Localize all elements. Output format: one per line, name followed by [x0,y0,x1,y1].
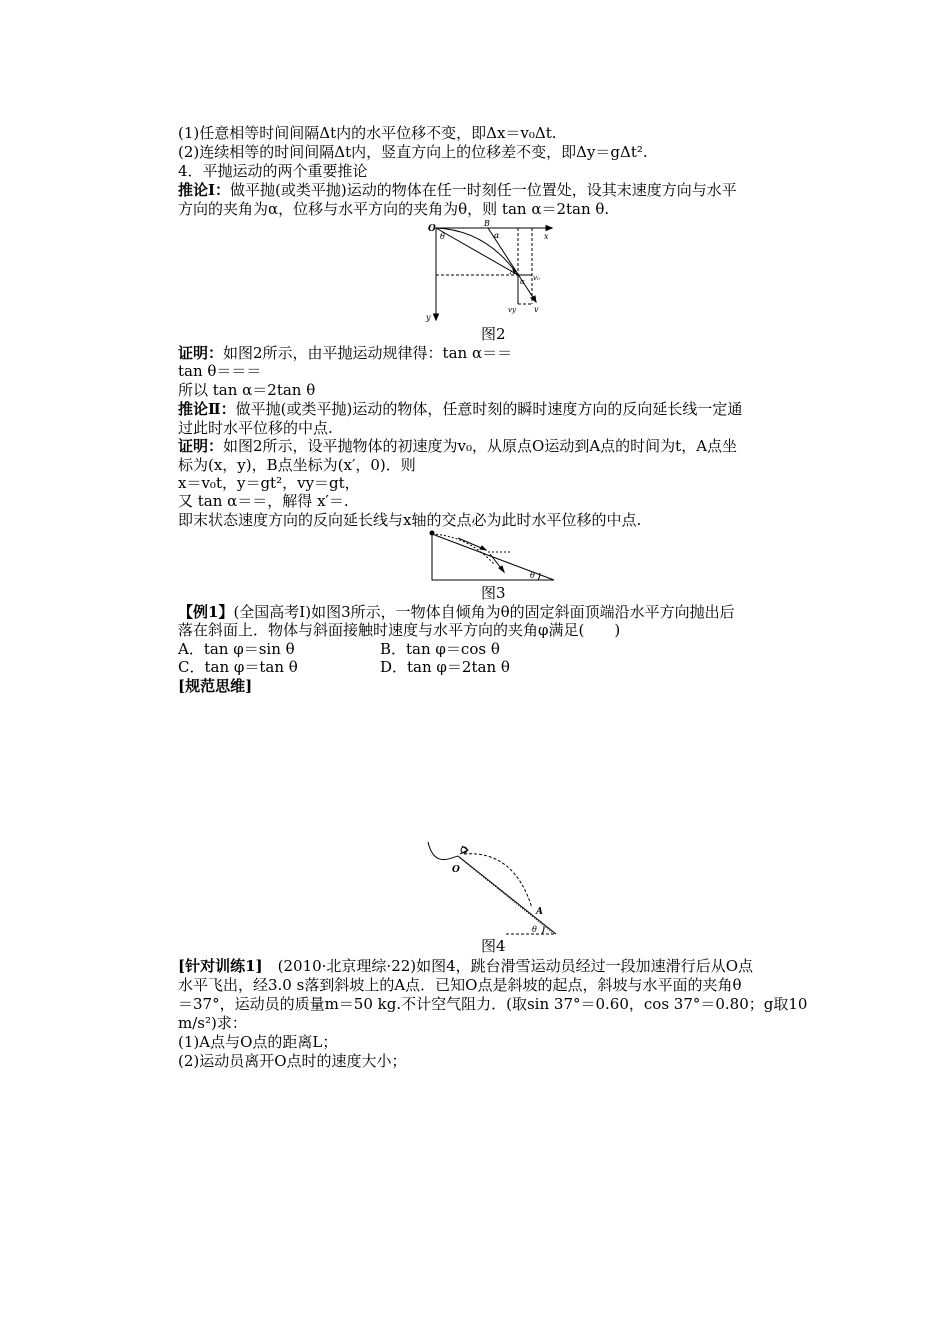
question-1: (1)A点与O点的距离L； [178,1033,338,1051]
fig2-label-vy: vy [508,306,516,314]
proof-1-line-1 [178,344,512,362]
corollary-2-label: 推论Ⅱ： [178,400,236,418]
proof-2-line-3: x＝v₀t，y＝gt²，vy＝gt， [178,474,360,492]
proof-1-line-3: 所以 tan α＝2tan θ [178,381,316,399]
training-1-line-4: m/s²)求： [178,1014,247,1032]
training-1-line-3: ＝37°，运动员的质量m＝50 kg.不计空气阻力．(取sin 37°＝0.60，cos 37°＝0.80；g取10 [178,995,808,1013]
corollary-2-text-1: 做平抛(或类平抛)运动的物体，任意时刻的瞬时速度方向的反向延长线一定通 [235,400,743,418]
fig2-label-A: A [510,266,517,276]
corollary-1-text-1: 做平抛(或类平抛)运动的物体在任一时刻任一位置处，设其末速度方向与水平 [230,181,737,199]
standard-thinking-heading: [规范思维] [178,677,253,695]
fig2-label-v0: v₀ [533,274,540,282]
fig4-label-theta: θ [532,925,537,934]
corollary-2-line-1 [178,400,742,418]
fig2-label-x: x [544,232,549,241]
fig2-label-B: B [484,219,490,228]
proof-2-line-4: 又 tan α＝＝，解得 x′＝. [178,492,349,510]
figure-2-caption: 图2 [481,325,506,343]
intro-line-2: (2)连续相等的时间间隔Δt内，竖直方向上的位移差不变，即Δy＝gΔt². [178,143,648,161]
corollary-1-label: 推论Ⅰ： [178,181,231,199]
fig3-label-theta: θ [530,571,535,580]
example-1-line-2: 落在斜面上．物体与斜面接触时速度与水平方向的夹角φ满足( ) [178,621,621,639]
proof-2-line-1 [178,437,737,455]
training-1-label: [针对训练1] [178,957,263,975]
training-1-text-1: (2010·北京理综·22)如图4，跳台滑雪运动员经过一段加速滑行后从O点 [262,957,753,975]
fig2-label-O: O [428,224,436,234]
proof-2-label: 证明： [178,437,224,455]
fig2-label-alpha-2: α [520,278,525,286]
proof-2-text-1: 如图2所示，设平抛物体的初速度为v₀，从原点O运动到A点的时间为t，A点坐 [223,437,738,455]
proof-1-label: 证明： [178,344,224,362]
fig2-label-v: v [534,305,539,314]
example-1-source: (全国高考Ⅰ) [233,603,312,621]
example-1-line-1 [178,603,735,621]
proof-1-line-2: tan θ＝＝＝ [178,362,262,380]
corollary-2-line-2: 过此时水平位移的中点. [178,419,333,437]
training-1-line-2: 水平飞出，经3.0 s落到斜坡上的A点．已知O点是斜坡的起点，斜坡与水平面的夹角θ [178,976,742,994]
proof-1-text-1: 如图2所示，由平抛运动规律得：tan α＝＝ [223,344,513,362]
figure-4-caption: 图4 [481,937,506,955]
corollary-1-line-2: 方向的夹角为α，位移与水平方向的夹角为θ，则 tan α＝2tan θ. [178,200,610,218]
intro-line-1: (1)任意相等时间间隔Δt内的水平位移不变，即Δx＝v₀Δt. [178,124,557,142]
section-4-heading: 4．平抛运动的两个重要推论 [178,162,368,180]
fig2-label-theta: θ [440,232,445,241]
question-2: (2)运动员离开O点时的速度大小； [178,1052,407,1070]
proof-2-line-2: 标为(x，y)，B点坐标为(x′，0)．则 [178,456,416,474]
figure-3-caption: 图3 [481,584,506,602]
option-D: D．tan φ＝2tan θ [380,658,510,676]
fig4-label-A: A [536,907,543,917]
training-1-line-1 [178,957,753,975]
proof-2-line-5: 即末状态速度方向的反向延长线与x轴的交点必为此时水平位移的中点. [178,511,642,529]
fig2-label-alpha: α [494,231,500,240]
figure-4 [424,838,564,938]
example-1-label: 【例1】 [178,603,234,621]
fig2-label-y: y [426,313,431,322]
option-A: A．tan φ＝sin θ [178,640,295,658]
figure-3 [428,530,558,584]
option-B: B．tan φ＝cos θ [380,640,500,658]
option-C: C．tan φ＝tan θ [178,658,298,676]
projectile-ball [430,531,435,536]
figure-2 [416,220,556,325]
example-1-text-1: 如图3所示，一物体自倾角为θ的固定斜面顶端沿水平方向抛出后 [311,603,735,621]
fig4-label-O: O [452,865,460,875]
corollary-1-line-1 [178,181,737,199]
